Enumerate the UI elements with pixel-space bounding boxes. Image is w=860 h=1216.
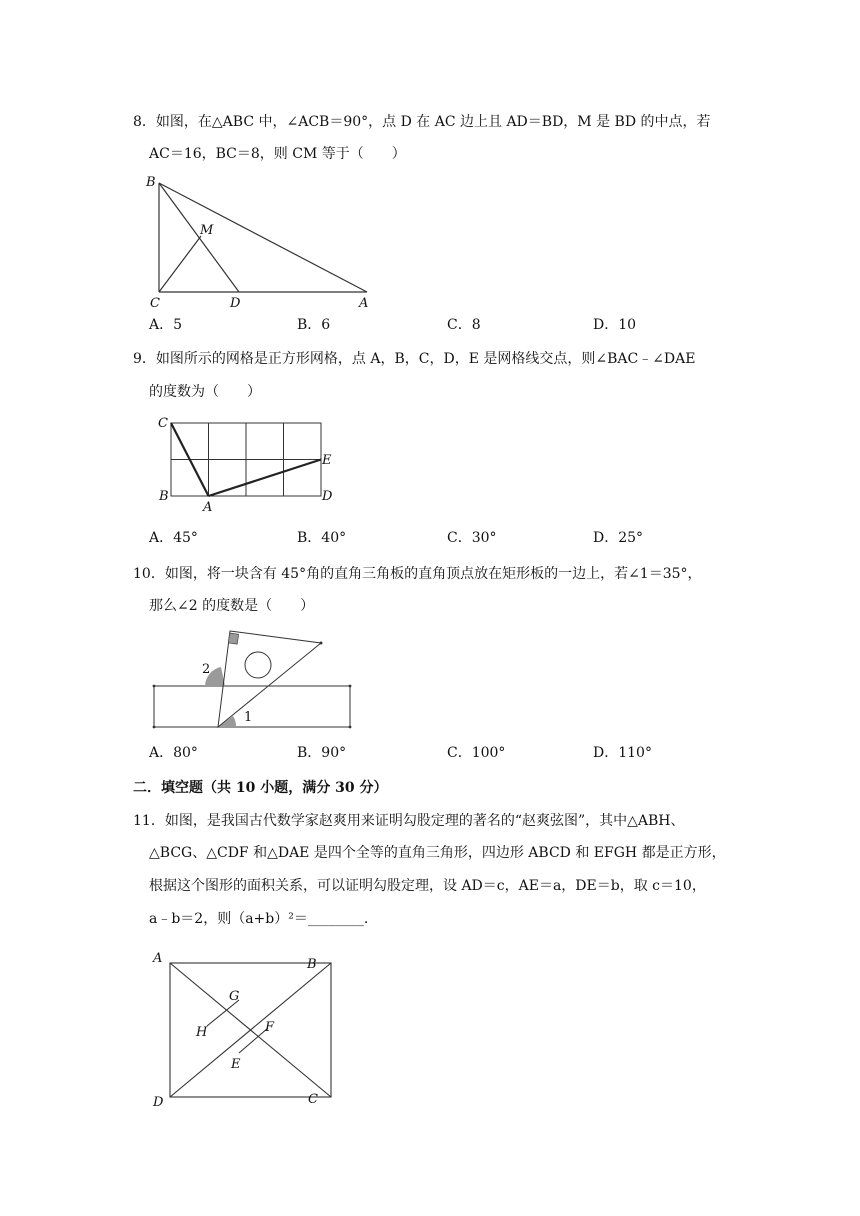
q8-option-d[interactable]: D．10: [593, 317, 637, 333]
label-c: C: [158, 416, 168, 431]
q10-line-1: 10．如图，将一块含有 45°角的直角三角板的直角顶点放在矩形板的一边上，若∠1＝35°，: [133, 566, 702, 582]
label-e: E: [231, 1057, 241, 1072]
q9-option-a[interactable]: A．45°: [149, 530, 198, 546]
section-title: 二．填空题（共 10 小题，满分 30 分）: [133, 780, 388, 796]
q9-option-d[interactable]: D．25°: [593, 530, 644, 546]
label-c: C: [308, 1092, 318, 1107]
label-d: D: [153, 1095, 164, 1110]
segment-cm: [159, 236, 201, 292]
q8-option-c[interactable]: C．8: [447, 317, 481, 333]
q11-line-3: 根据这个图形的面积关系，可以证明勾股定理，设 AD＝c，AE＝a，DE＝b，取 c＝10，: [149, 878, 706, 894]
q11-line-4: a﹣b＝2，则（a+b）²＝________.: [149, 911, 369, 927]
q8-figure: [140, 170, 380, 310]
label-m: M: [200, 223, 214, 238]
q11-line-2: △BCG、△CDF 和△DAE 是四个全等的直角三角形，四边形 ABCD 和 EFGH 都是正方形，: [149, 845, 726, 861]
q10-figure: [150, 625, 360, 735]
q11-figure: [145, 945, 335, 1115]
label-angle-1: 1: [244, 710, 253, 725]
q8-option-b[interactable]: B．6: [297, 317, 331, 333]
q9-option-c[interactable]: C．30°: [447, 530, 497, 546]
q9-figure: [150, 410, 350, 520]
q9-option-b[interactable]: B．40°: [297, 530, 347, 546]
q10-line-2: 那么∠2 的度数是（ ）: [149, 598, 315, 614]
label-c: C: [150, 296, 160, 311]
q8-line-2: AC＝16，BC＝8，则 CM 等于（ ）: [149, 146, 406, 162]
label-f: F: [265, 1020, 275, 1035]
label-d: D: [322, 489, 333, 504]
triangle-ruler: [218, 631, 321, 727]
q9-line-1: 9．如图所示的网格是正方形网格，点 A，B，C，D，E 是网格线交点，则∠BAC﹣∠DAE: [133, 351, 696, 367]
q10-option-d[interactable]: D．110°: [593, 745, 652, 761]
label-h: H: [196, 1025, 208, 1040]
q10-option-b[interactable]: B．90°: [297, 745, 347, 761]
label-d: D: [230, 296, 241, 311]
q9-line-2: 的度数为（ ）: [149, 384, 261, 400]
label-g: G: [229, 989, 240, 1004]
label-b: B: [159, 489, 169, 504]
label-a: A: [359, 296, 369, 311]
triangle-hole: [245, 652, 271, 678]
label-a: A: [203, 500, 213, 515]
grid: [171, 423, 321, 496]
label-angle-2: 2: [202, 662, 211, 677]
q10-option-a[interactable]: A．80°: [149, 745, 198, 761]
right-angle-mark: [228, 633, 238, 644]
q8-option-a[interactable]: A．5: [149, 317, 183, 333]
segment-ae: [209, 460, 322, 497]
q8-line-1: 8．如图，在△ABC 中，∠ACB＝90°，点 D 在 AC 边上且 AD＝BD，M 是 BD 的中点，若: [133, 114, 711, 130]
label-a: A: [153, 951, 163, 966]
q10-option-c[interactable]: C．100°: [447, 745, 506, 761]
q11-line-1: 11．如图，是我国古代数学家赵爽用来证明勾股定理的著名的“赵爽弦图”，其中△ABH、: [133, 813, 685, 829]
label-e: E: [322, 453, 332, 468]
segment-ba: [159, 183, 367, 292]
label-b: B: [307, 957, 317, 972]
label-b: B: [146, 175, 156, 190]
